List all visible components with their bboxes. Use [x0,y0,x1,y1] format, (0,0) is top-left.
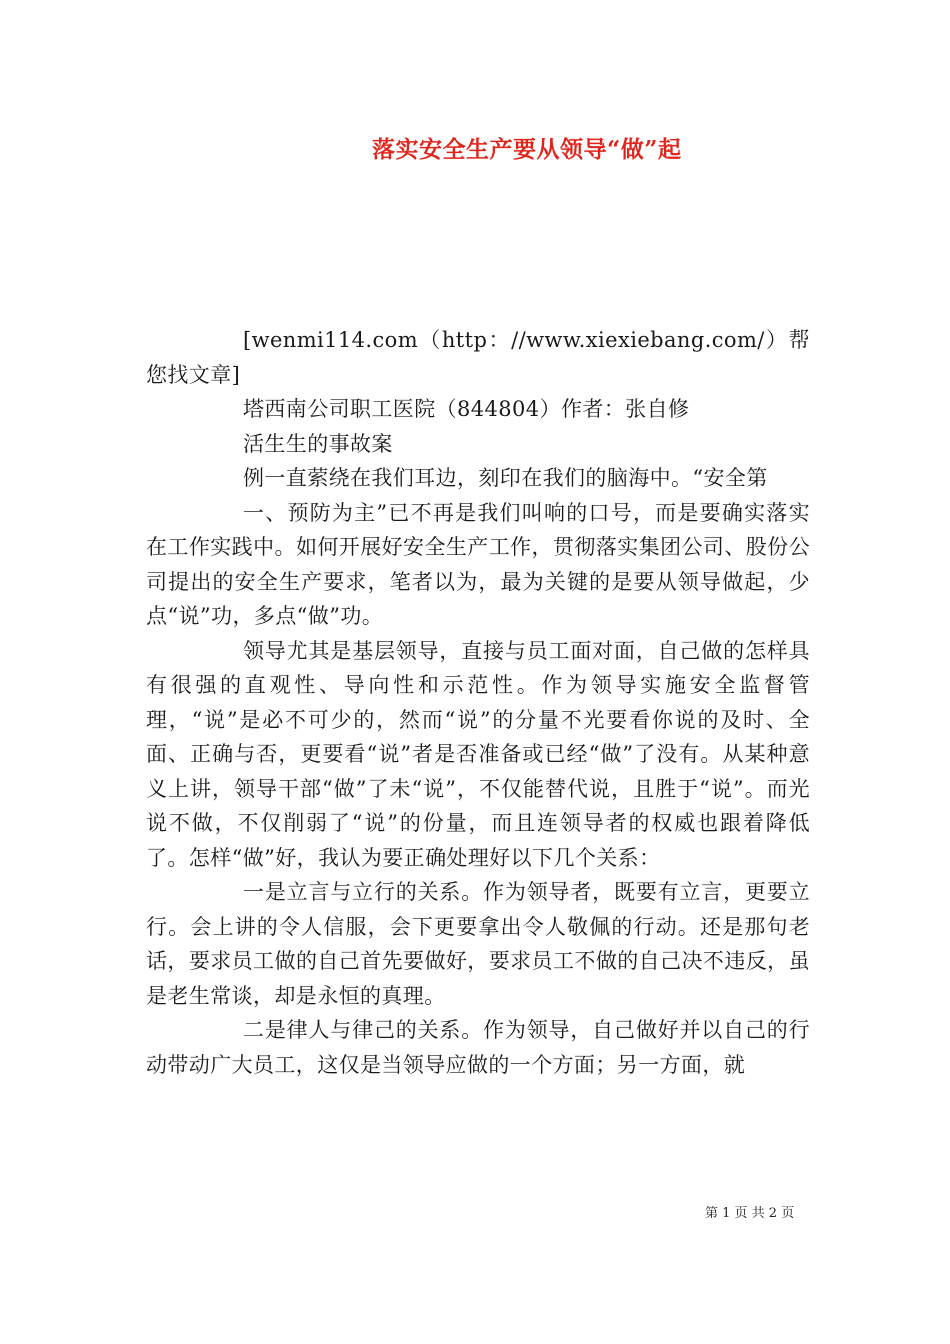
paragraph-author: 塔西南公司职工医院（844804）作者：张自修 [243,397,690,421]
paragraph-source: [wenmi114.com（http：//www.xiexiebang.com/）帮您找文章] [146,328,810,387]
document-title: 落实安全生产要从领导“做”起 [372,136,682,163]
paragraph-4: 例一直萦绕在我们耳边，刻印在我们的脑海中。“安全第 [243,466,768,490]
paragraph-6: 领导尤其是基层领导，直接与员工面对面，自己做的怎样具有很强的直观性、导向性和示范性。作为领导实施安全监督管理，“说”是必不可少的，然而“说”的分量不光要看你说的及时、全面、正确与否，更要看“说”者是否准备或已经“做”了没有。从某种意义上讲，领导干部“做”了未“说”，不仅能替代说，且胜于“说”。而光说不做，不仅削弱了“说”的份量，而且连领导者的权威也跟着降低了。怎样“做”好，我认为要正确处理好以下几个关系： [146,638,810,870]
page-number: 第 1 页 共 2 页 [705,1206,795,1221]
paragraph-8: 二是律人与律己的关系。作为领导，自己做好并以自己的行动带动广大员工，这仅是当领导应做的一个方面；另一方面，就 [146,1018,810,1077]
paragraph-5: 一、预防为主”已不再是我们叫响的口号，而是要确实落实在工作实践中。如何开展好安全生产工作，贯彻落实集团公司、股份公司提出的安全生产要求，笔者以为，最为关键的是要从领导做起，少点“说”功，多点“做”功。 [146,500,810,628]
paragraph-3: 活生生的事故案 [243,431,393,456]
document-body [146,323,810,1082]
paragraph-7: 一是立言与立行的关系。作为领导者，既要有立言，更要立行。会上讲的令人信服，会下更要拿出令人敬佩的行动。还是那句老话，要求员工做的自己首先要做好，要求员工不做的自己决不违反，虽是老生常谈，却是永恒的真理。 [146,880,810,1008]
